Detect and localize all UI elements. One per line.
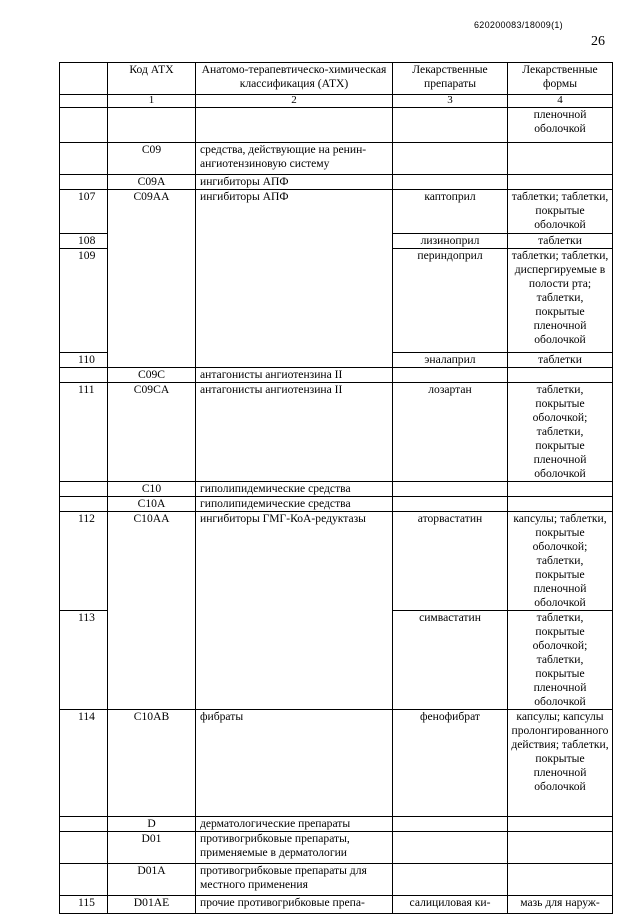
table-row [60, 368, 613, 383]
atc-code: C09AA [108, 190, 196, 368]
row-number [60, 368, 108, 383]
atc-classification: прочие противогрибковые препа- [196, 896, 393, 914]
atc-code: C09A [108, 175, 196, 190]
row-number [60, 482, 108, 497]
row-number [60, 817, 108, 832]
drug-name [393, 817, 508, 832]
atc-classification: ингибиторы АПФ [196, 190, 393, 368]
row-number [60, 143, 108, 175]
column-number: 2 [196, 95, 393, 108]
dosage-forms: капсулы; капсулы пролонгированного действия; таблетки, покрытые пленочной оболочкой [508, 710, 613, 817]
atc-code: D01A [108, 864, 196, 896]
atc-classification: фибраты [196, 710, 393, 817]
table-row [60, 817, 613, 832]
atc-code: D01AE [108, 896, 196, 914]
row-number: 111 [60, 383, 108, 482]
column-number-row [60, 95, 613, 108]
row-number [60, 108, 108, 143]
dosage-forms [508, 832, 613, 864]
drug-name [393, 108, 508, 143]
atc-code: C09C [108, 368, 196, 383]
dosage-forms [508, 175, 613, 190]
header-forms: Лекарственные формы [508, 63, 613, 95]
header-classification: Анатомо-терапевтическо-химическая классификация (АТХ) [196, 63, 393, 95]
drug-name [393, 482, 508, 497]
column-number [60, 95, 108, 108]
table-row [60, 864, 613, 896]
dosage-forms: таблетки, покрытые оболочкой; таблетки, покрытые пленочной оболочкой [508, 383, 613, 482]
column-number: 3 [393, 95, 508, 108]
document-id: 620200083/18009(1) [474, 20, 563, 30]
dosage-forms: таблетки, покрытые оболочкой; таблетки, покрытые пленочной оболочкой [508, 611, 613, 710]
drug-name [393, 143, 508, 175]
row-number [60, 175, 108, 190]
atc-code: C10A [108, 497, 196, 512]
atc-classification [196, 108, 393, 143]
drug-name: каптоприл [393, 190, 508, 234]
atc-classification: противогрибковые препараты, применяемые в дерматологии [196, 832, 393, 864]
table-row [60, 497, 613, 512]
dosage-forms [508, 817, 613, 832]
table-row [60, 143, 613, 175]
atc-code: C10AA [108, 512, 196, 710]
table-row [60, 108, 613, 143]
row-number: 109 [60, 249, 108, 353]
dosage-forms: капсулы; таблетки, покрытые оболочкой; таблетки, покрытые пленочной оболочкой [508, 512, 613, 611]
atc-classification: ингибиторы АПФ [196, 175, 393, 190]
dosage-forms: таблетки; таблетки, диспергируемые в полости рта; таблетки, покрытые пленочной оболочкой [508, 249, 613, 353]
table-row [60, 482, 613, 497]
drug-name [393, 368, 508, 383]
drug-name: фенофибрат [393, 710, 508, 817]
atc-code: D01 [108, 832, 196, 864]
table-row [60, 512, 613, 611]
dosage-forms [508, 368, 613, 383]
atc-classification: гиполипидемические средства [196, 482, 393, 497]
atc-classification: противогрибковые препараты для местного применения [196, 864, 393, 896]
drug-table [59, 62, 613, 914]
dosage-forms: таблетки; таблетки, покрытые оболочкой [508, 190, 613, 234]
row-number: 112 [60, 512, 108, 611]
drug-name: лизиноприл [393, 234, 508, 249]
drug-name [393, 864, 508, 896]
atc-classification: ингибиторы ГМГ-КоА-редуктазы [196, 512, 393, 710]
drug-name: аторвастатин [393, 512, 508, 611]
dosage-forms [508, 482, 613, 497]
header-row [60, 63, 613, 95]
column-number: 1 [108, 95, 196, 108]
dosage-forms [508, 143, 613, 175]
row-number: 108 [60, 234, 108, 249]
drug-name [393, 175, 508, 190]
table-row [60, 190, 613, 234]
drug-name [393, 497, 508, 512]
atc-classification: антагонисты ангиотензина II [196, 383, 393, 482]
row-number: 115 [60, 896, 108, 914]
row-number: 107 [60, 190, 108, 234]
drug-name: салициловая ки- [393, 896, 508, 914]
row-number [60, 832, 108, 864]
table-row [60, 832, 613, 864]
dosage-forms: мазь для наруж- [508, 896, 613, 914]
dosage-forms [508, 497, 613, 512]
header-drugs: Лекарственные препараты [393, 63, 508, 95]
row-number: 113 [60, 611, 108, 710]
row-number: 110 [60, 353, 108, 368]
header-code: Код АТХ [108, 63, 196, 95]
atc-code [108, 108, 196, 143]
row-number [60, 864, 108, 896]
atc-classification: средства, действующие на ренин-ангиотензиновую систему [196, 143, 393, 175]
atc-code: D [108, 817, 196, 832]
atc-classification: гиполипидемические средства [196, 497, 393, 512]
row-number: 114 [60, 710, 108, 817]
atc-code: C09CA [108, 383, 196, 482]
drug-name: периндоприл [393, 249, 508, 353]
dosage-forms: таблетки [508, 353, 613, 368]
drug-name: эналаприл [393, 353, 508, 368]
atc-code: C10 [108, 482, 196, 497]
atc-classification: дерматологические препараты [196, 817, 393, 832]
dosage-forms: таблетки [508, 234, 613, 249]
atc-classification: антагонисты ангиотензина II [196, 368, 393, 383]
header-number-cell [60, 63, 108, 95]
column-number: 4 [508, 95, 613, 108]
dosage-forms [508, 864, 613, 896]
page-number: 26 [591, 34, 605, 49]
table-row [60, 383, 613, 482]
atc-code: C10AB [108, 710, 196, 817]
atc-code: C09 [108, 143, 196, 175]
drug-name [393, 832, 508, 864]
table-row [60, 710, 613, 817]
table-row [60, 175, 613, 190]
row-number [60, 497, 108, 512]
dosage-forms: пленочной оболочкой [508, 108, 613, 143]
drug-name: симвастатин [393, 611, 508, 710]
drug-name: лозартан [393, 383, 508, 482]
